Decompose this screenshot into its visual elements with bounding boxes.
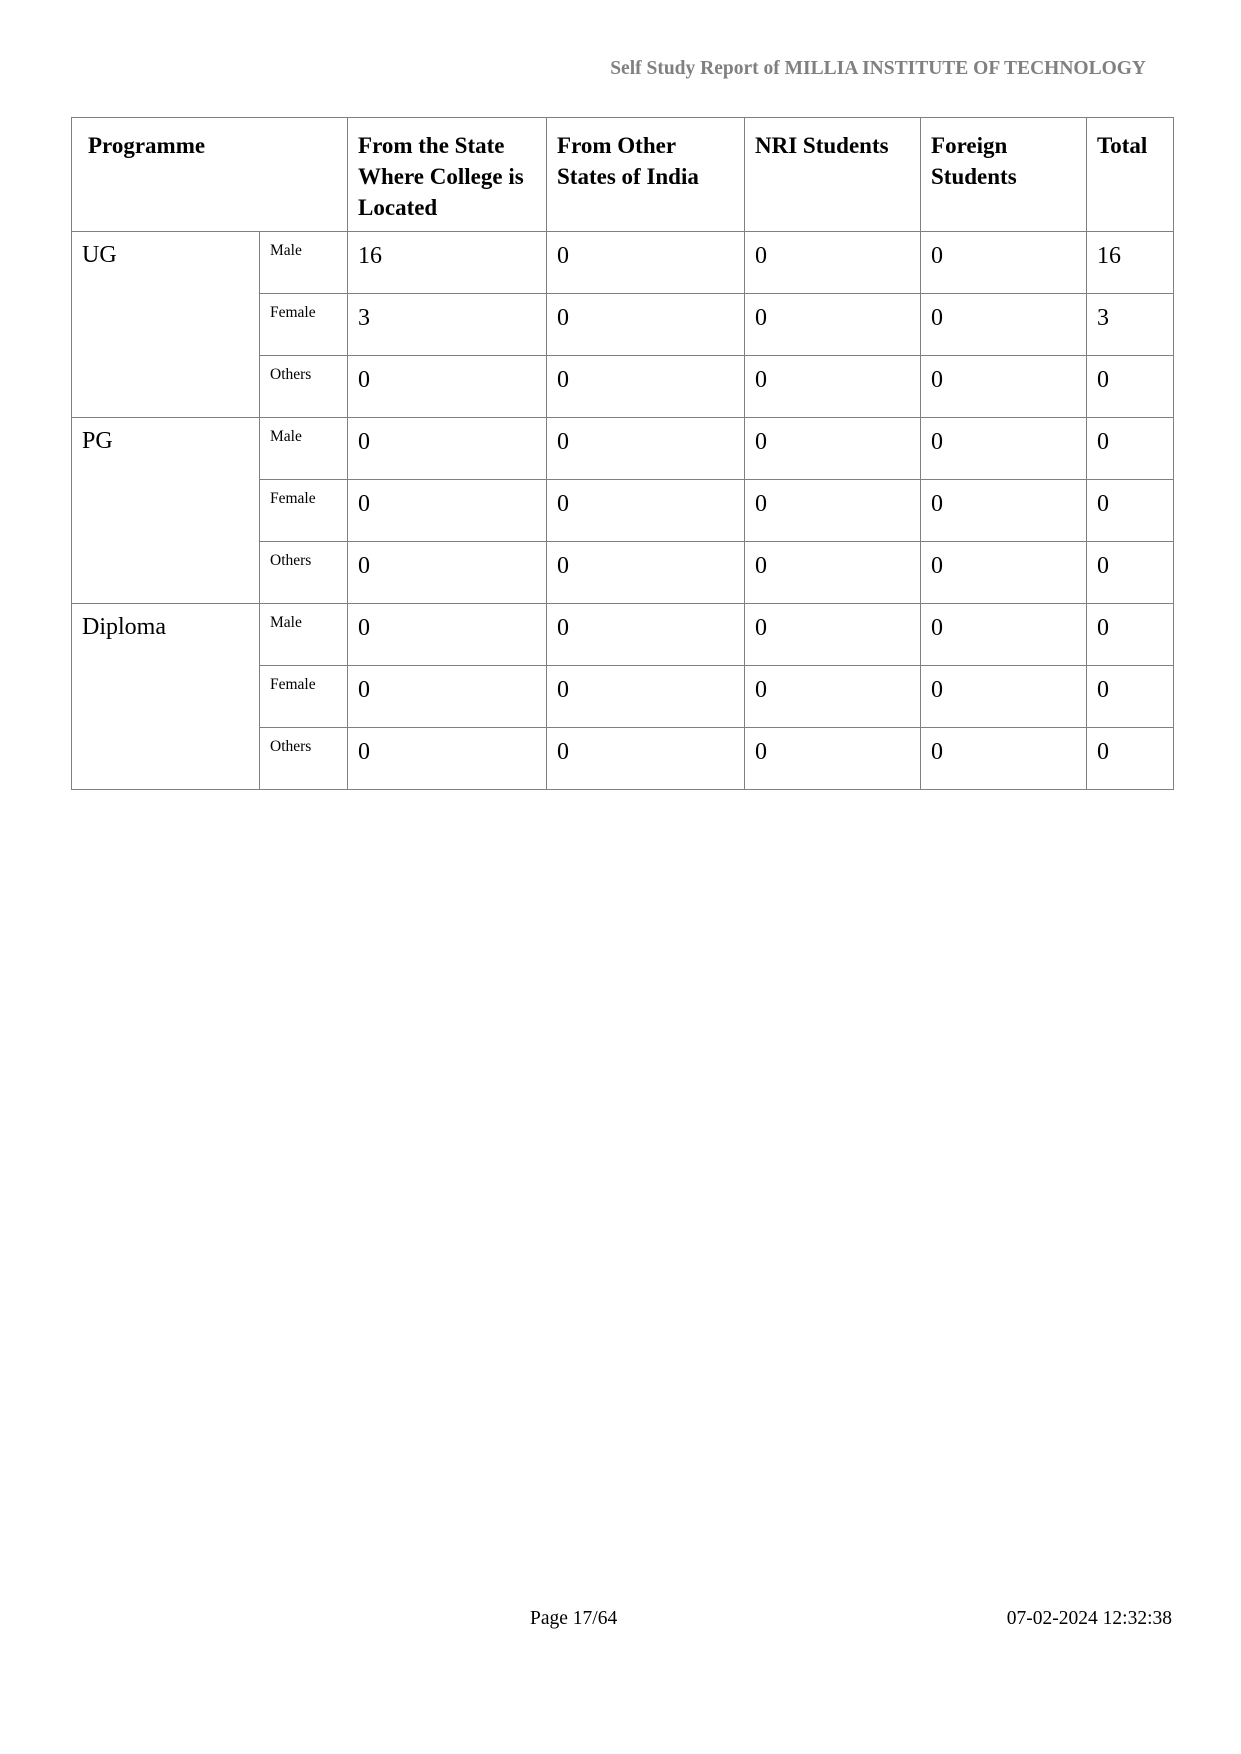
cell-nri: 0 (745, 294, 921, 356)
page-number: Page 17/64 (530, 1608, 618, 1629)
report-header-title: Self Study Report of MILLIA INSTITUTE OF TECHNOLOGY (610, 58, 1146, 79)
cell-total: 0 (1087, 728, 1174, 790)
cell-foreign: 0 (921, 356, 1087, 418)
cell-from-state: 0 (348, 356, 547, 418)
table-row (72, 604, 1174, 666)
cell-foreign: 0 (921, 480, 1087, 542)
programme-name-diploma: Diploma (72, 604, 260, 790)
cell-other-states: 0 (547, 294, 745, 356)
cell-nri: 0 (745, 666, 921, 728)
gender-label: Female (260, 294, 348, 356)
cell-from-state: 0 (348, 480, 547, 542)
programme-name-pg: PG (72, 418, 260, 604)
cell-nri: 0 (745, 418, 921, 480)
cell-total: 0 (1087, 542, 1174, 604)
cell-from-state: 16 (348, 232, 547, 294)
cell-total: 0 (1087, 418, 1174, 480)
gender-label: Others (260, 542, 348, 604)
cell-from-state: 3 (348, 294, 547, 356)
column-header-programme: Programme (72, 118, 348, 232)
cell-nri: 0 (745, 542, 921, 604)
gender-label: Others (260, 356, 348, 418)
column-header-total: Total (1087, 118, 1174, 232)
enrolment-table (71, 117, 1174, 790)
column-header-foreign: Foreign Students (921, 118, 1087, 232)
cell-from-state: 0 (348, 418, 547, 480)
cell-nri: 0 (745, 232, 921, 294)
cell-from-state: 0 (348, 604, 547, 666)
table-row (72, 418, 1174, 480)
cell-nri: 0 (745, 356, 921, 418)
table-header-row (72, 118, 1174, 232)
cell-nri: 0 (745, 604, 921, 666)
cell-total: 16 (1087, 232, 1174, 294)
cell-other-states: 0 (547, 604, 745, 666)
cell-other-states: 0 (547, 480, 745, 542)
gender-label: Male (260, 604, 348, 666)
cell-from-state: 0 (348, 728, 547, 790)
cell-total: 3 (1087, 294, 1174, 356)
gender-label: Female (260, 666, 348, 728)
column-header-other-states: From Other States of India (547, 118, 745, 232)
gender-label: Female (260, 480, 348, 542)
gender-label: Others (260, 728, 348, 790)
programme-name-ug: UG (72, 232, 260, 418)
cell-foreign: 0 (921, 232, 1087, 294)
cell-other-states: 0 (547, 418, 745, 480)
cell-foreign: 0 (921, 728, 1087, 790)
cell-total: 0 (1087, 604, 1174, 666)
cell-other-states: 0 (547, 356, 745, 418)
cell-foreign: 0 (921, 294, 1087, 356)
cell-other-states: 0 (547, 666, 745, 728)
cell-other-states: 0 (547, 232, 745, 294)
cell-other-states: 0 (547, 542, 745, 604)
footer-timestamp: 07-02-2024 12:32:38 (1006, 1608, 1172, 1629)
cell-foreign: 0 (921, 666, 1087, 728)
cell-from-state: 0 (348, 542, 547, 604)
gender-label: Male (260, 418, 348, 480)
cell-from-state: 0 (348, 666, 547, 728)
cell-total: 0 (1087, 480, 1174, 542)
table-row (72, 232, 1174, 294)
column-header-from-state: From the State Where College is Located (348, 118, 547, 232)
gender-label: Male (260, 232, 348, 294)
cell-total: 0 (1087, 356, 1174, 418)
cell-nri: 0 (745, 728, 921, 790)
column-header-nri: NRI Students (745, 118, 921, 232)
cell-foreign: 0 (921, 418, 1087, 480)
cell-foreign: 0 (921, 604, 1087, 666)
cell-foreign: 0 (921, 542, 1087, 604)
cell-nri: 0 (745, 480, 921, 542)
cell-total: 0 (1087, 666, 1174, 728)
cell-other-states: 0 (547, 728, 745, 790)
